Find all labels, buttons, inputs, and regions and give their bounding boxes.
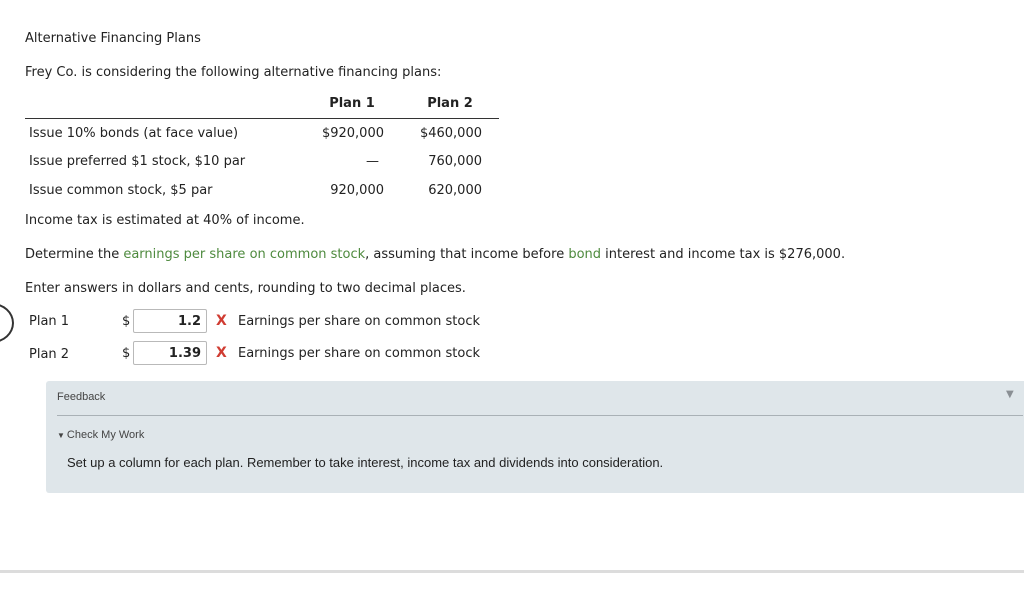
feedback-hint: Set up a column for each plan. Remember to take interest, income tax and dividends into consideration. bbox=[67, 455, 664, 470]
tax-note: Income tax is estimated at 40% of income. bbox=[25, 213, 305, 228]
feedback-panel bbox=[46, 381, 1024, 493]
answer-input-plan1[interactable] bbox=[133, 309, 207, 333]
cell-common-plan2: 620,000 bbox=[428, 183, 482, 198]
check-my-work-label: Check My Work bbox=[66, 429, 145, 441]
triangle-down-icon: ▼ bbox=[57, 431, 65, 440]
answer-label-plan1: Plan 1 bbox=[29, 314, 70, 329]
answer-suffix-plan1: Earnings per share on common stock bbox=[238, 314, 481, 329]
x-mark-icon: X bbox=[216, 345, 227, 361]
answer-suffix-plan2: Earnings per share on common stock bbox=[238, 346, 481, 361]
cell-common-plan1: 920,000 bbox=[330, 183, 384, 198]
instructions: Enter answers in dollars and cents, rounding to two decimal places. bbox=[25, 281, 466, 296]
question-text: Determine the earnings per share on common stock, assuming that income before bond interest and income tax is $276,000. bbox=[25, 247, 846, 262]
currency-symbol: $ bbox=[122, 346, 131, 361]
currency-symbol: $ bbox=[122, 314, 131, 329]
header-plan-2: Plan 2 bbox=[427, 96, 473, 111]
check-my-work-toggle[interactable] bbox=[57, 429, 144, 441]
cell-preferred-plan2: 760,000 bbox=[428, 154, 482, 169]
x-mark-icon: X bbox=[216, 313, 227, 329]
answer-label-plan2: Plan 2 bbox=[29, 347, 70, 362]
row-label-preferred: Issue preferred $1 stock, $10 par bbox=[29, 154, 246, 169]
row-label-common: Issue common stock, $5 par bbox=[29, 183, 213, 198]
triangle-down-icon[interactable]: ▼ bbox=[1006, 389, 1014, 400]
header-plan-1: Plan 1 bbox=[329, 96, 375, 111]
focus-ring bbox=[0, 303, 14, 343]
cell-bonds-plan1: $920,000 bbox=[321, 126, 384, 141]
row-label-bonds: Issue 10% bonds (at face value) bbox=[29, 126, 239, 141]
feedback-divider bbox=[57, 415, 1023, 416]
term-link-bond[interactable]: bond bbox=[568, 247, 602, 262]
feedback-title: Feedback bbox=[57, 391, 106, 403]
bottom-divider bbox=[0, 570, 1024, 573]
cell-preferred-plan1: — bbox=[366, 154, 379, 169]
answer-input-plan2[interactable] bbox=[133, 341, 207, 365]
term-link-eps[interactable]: earnings per share on common stock bbox=[123, 247, 366, 262]
intro-text: Frey Co. is considering the following alternative financing plans: bbox=[25, 65, 442, 80]
cell-bonds-plan2: $460,000 bbox=[419, 126, 482, 141]
header-divider bbox=[25, 118, 499, 119]
page-title: Alternative Financing Plans bbox=[25, 31, 201, 46]
